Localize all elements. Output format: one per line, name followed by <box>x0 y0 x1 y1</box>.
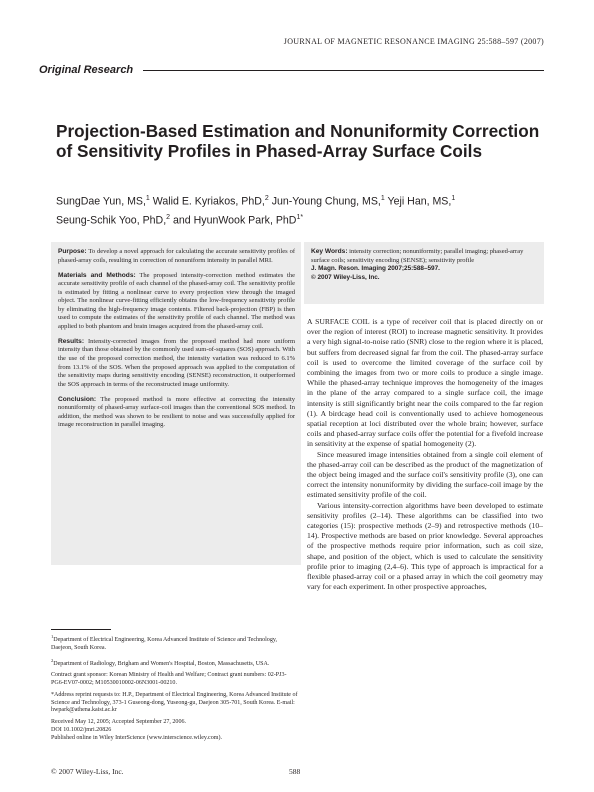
body-paragraph: A SURFACE COIL is a type of receiver coil that is placed directly on or over the region of interest (ROI) to increase magnetic sensitivity. It provides a very high signal-to-noise ratio (SNR) close to the region where it is placed, but suffers from decreased signal far from the coil. The phased-array surface coil is used to overcome the limited coverage of the surface coil by combining the images from two or more coils to produce a single image. While the phased-array technique improves the homogeneity of the images in the plane of the array compared to a single surface coil, the image intensity is still significantly bright near the coils compared to the far region (1). A birdcage head coil is conventionally used to achieve homogeneous spatial reception at loci distributed over the whole brain; however, surface coils and phased-array surface coils offer the potential for a fivefold increase in sensitivity at the expense of spatial homogeneity (2). <box>307 317 543 449</box>
footnote-grant: Contract grant sponsor: Korean Ministry of Health and Welfare; Contract grant numbers: 02-PJ3-PG6-EV07-0002; M10530010002-06N3001-00210. <box>51 672 287 687</box>
abstract-results-text: Intensity-corrected images from the proposed method had more uniform intensity than those obtained by the commonly used sum-of-squares (SOS) approach. With the use of the proposed correction method, the intensity variation was reduced to 6.1% from 13.1% of the SOS. When the proposed approach was applied to the computation of the sensitivity maps during sensitivity encoding (SENSE) reconstruction, it outperformed the SOS approach in terms of the reconstructed image uniformity. <box>58 337 295 388</box>
running-head: JOURNAL OF MAGNETIC RESONANCE IMAGING 25:588–597 (2007) <box>283 37 544 46</box>
abstract-methods-text: The proposed intensity-correction method estimates the accurate sensitivity profile of each channel of the phased-array coil. The sensitivity profile is estimated by fitting a nonlinear curve to every projection view through the imaged object. The nonlinear curve-fitting efficiently obtains the low-frequency sensitivity profile by eliminating the high-frequency image contents. Filtered back-projection (FBP) is then used to compute the estimates of the sensitivity profile of each channel. The method was applied to both phantom and brain images acquired from the phased-array coil. <box>58 271 295 330</box>
author-affiliation-mark: 1 <box>380 195 385 202</box>
footnote-text: Department of Electrical Engineering, Korea Advanced Institute of Science and Technology, Daejeon, South Korea. <box>51 637 277 651</box>
author-affiliation-mark: 1 <box>451 195 456 202</box>
abstract-purpose-label: Purpose: <box>58 248 87 255</box>
journal-citation: J. Magn. Reson. Imaging 2007;25:588–597. <box>311 265 440 273</box>
footnote-received: Received May 12, 2005; Accepted September 27, 2006. <box>51 719 187 726</box>
abstract-methods-label: Materials and Methods: <box>58 271 136 279</box>
abstract-purpose <box>58 248 295 265</box>
abstract-results <box>58 338 295 389</box>
footnote-doi: DOI 10.1002/jmri.20826 <box>51 726 112 733</box>
abstract-conclusion <box>58 396 295 430</box>
footnote-mark: 2 <box>51 657 54 663</box>
author-name: Yeji Han, MS, <box>387 195 452 208</box>
section-label: Original Research <box>39 64 134 76</box>
footnote-published: Published online in Wiley InterScience (www.interscience.wiley.com). <box>51 734 222 741</box>
abstract-purpose-text: To develop a novel approach for calculating the accurate sensitivity profiles of phased-array coils, resulting in correction of nonuniform intensity in parallel MRI. <box>58 248 295 264</box>
author-list <box>56 191 546 228</box>
author-name: and HyunWook Park, PhD <box>173 214 297 227</box>
abstract-box <box>51 242 301 565</box>
abstract-conclusion-text: The proposed method is more effective at correcting the intensity nonuniformity of phased-array surface-coil images than the conventional SOS method. In addition, the method was shown to be resilient to noise and was successfully applied for image reconstruction in parallel imaging. <box>58 395 295 429</box>
abstract-results-label: Results: <box>58 337 85 345</box>
article-title: Projection-Based Estimation and Nonuniformity Correction of Sensitivity Profiles in Phased-Array Surface Coils <box>56 121 540 161</box>
keywords-copyright: © 2007 Wiley-Liss, Inc. <box>311 273 380 281</box>
keywords-label: Key Words: <box>311 248 348 255</box>
footnotes <box>51 633 298 743</box>
author-name: Walid E. Kyriakos, PhD, <box>152 195 265 208</box>
author-affiliation-mark: 1 <box>145 195 150 202</box>
keywords-box <box>304 242 544 304</box>
footnote-address: *Address reprint requests to: H.P., Department of Electrical Engineering, Korea Advanced Institute of Science and Technology, 373-1 Guseong-dong, Yuseong-gu, Daejeon 305-701, South Korea. E-mail: hwpark@athena.kaist.ac.kr <box>51 691 298 714</box>
body-paragraph: Various intensity-correction algorithms have been developed to estimate sensitivity profiles (2–14). These algorithms can be classified into two categories (15): prospective methods (2–9) and retrospective methods (10–14). Prospective methods are based on prior knowledge. Several approaches of the prospective methods require prior information, such as coil size, shape, and position of the object, which is used to calculate the sensitivity profile prior to imaging (2,4–6). This type of approach is impractical for a flexible phased-array coil or a phased array in which the coil geometry may vary for each experiment. In other prospective approaches, <box>307 500 543 592</box>
footnote-mark: 1 <box>51 634 54 639</box>
abstract-methods <box>58 272 295 332</box>
footnote-affiliation-1 <box>51 633 298 653</box>
footer-copyright: © 2007 Wiley-Liss, Inc. <box>51 767 124 776</box>
footnote-text: Department of Radiology, Brigham and Women's Hospital, Boston, Massachusetts, USA. <box>53 660 270 667</box>
author-name: SungDae Yun, MS, <box>56 195 146 208</box>
author-name: Jun-Young Chung, MS, <box>271 195 381 208</box>
body-column <box>307 317 543 592</box>
keywords-text: intensity correction; nonuniformity; parallel imaging; phased-array surface coils; sensitivity encoding (SENSE); sensitivity profile <box>311 248 524 264</box>
section-header <box>39 63 544 77</box>
author-affiliation-mark: 2 <box>166 213 171 221</box>
keywords-line <box>311 248 538 265</box>
footnote-affiliation-2 <box>51 657 298 669</box>
body-paragraph: Since measured image intensities obtained from a single coil element of the phased-array coil can be described as the product of the magnetization of the object being imaged and the surface coil's sensitivity profile (3), one can correct the intensity nonuniformity by dividing the surface-coil image by the estimated sensitivity profile of the coil. <box>307 449 543 500</box>
page-number: 588 <box>289 767 301 776</box>
footnote-rule <box>51 629 111 630</box>
section-rule <box>143 70 544 71</box>
abstract-conclusion-label: Conclusion: <box>58 395 97 403</box>
author-affiliation-mark: 1* <box>296 213 304 221</box>
author-name: Seung-Schik Yoo, PhD, <box>56 214 167 227</box>
author-affiliation-mark: 2 <box>264 195 269 202</box>
